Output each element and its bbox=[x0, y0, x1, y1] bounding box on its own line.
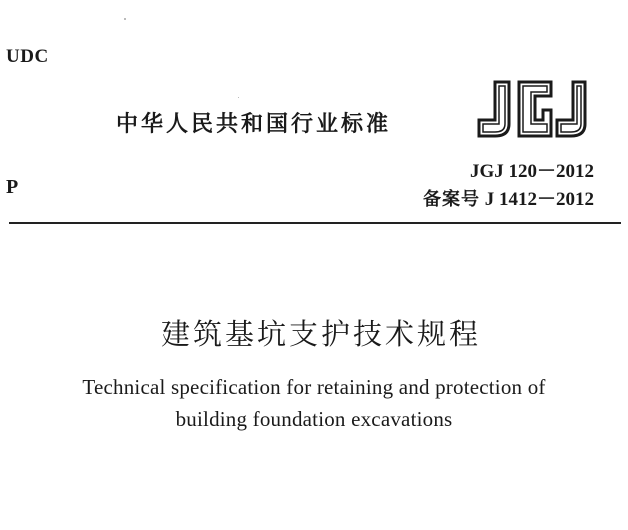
speck bbox=[124, 18, 126, 20]
record-code: J 1412－2012 bbox=[484, 189, 594, 210]
title-english bbox=[0, 371, 628, 435]
standard-type-heading: 中华人民共和国行业标准 bbox=[116, 112, 392, 137]
title-chinese: 建筑基坑支护技术规程 bbox=[160, 317, 481, 351]
title-english-line1: Technical specification for retaining and protection of bbox=[82, 375, 546, 399]
classification-code: P bbox=[6, 176, 19, 198]
standard-number: JGJ 120－2012 bbox=[469, 161, 594, 182]
speck bbox=[238, 97, 239, 98]
udc-label: UDC bbox=[6, 46, 49, 67]
record-number bbox=[423, 184, 594, 211]
title-english-line2: building foundation excavations bbox=[175, 407, 453, 431]
header-divider bbox=[9, 222, 621, 224]
record-label: 备案号 bbox=[422, 189, 480, 210]
jgj-logo bbox=[473, 76, 595, 142]
